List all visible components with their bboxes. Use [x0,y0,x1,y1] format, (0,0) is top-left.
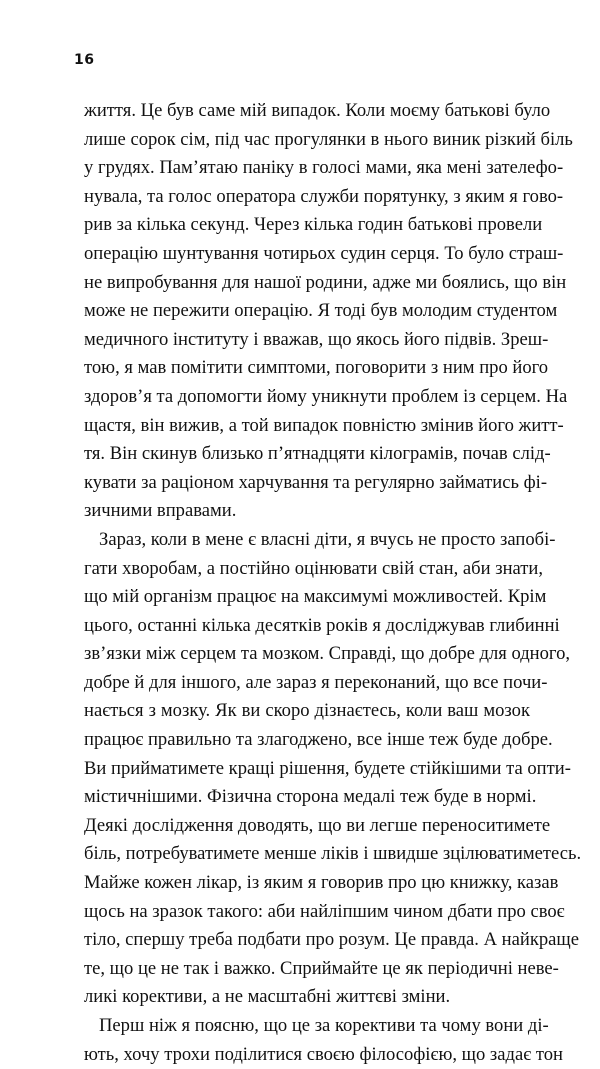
text-line: ликі корективи, а не масштабні життєві зміни. [84,986,451,1008]
text-line: щось на зразок такого: аби найліпшим чином дбати про своє [84,900,565,922]
text-line: може не пережити операцію. Я тоді був молодим студентом [84,300,558,322]
text-line: щастя, він вижив, а той випадок повністю змінив його житт- [84,414,564,436]
text-line: нувала, та голос оператора служби порятунку, з яким я гово- [84,185,564,207]
text-line: тою, я мав помітити симптоми, поговорити з ним про його [84,357,549,379]
text-line: ють, хочу трохи поділитися своєю філософією, що задає тон [84,1043,563,1065]
text-line: що мій організм працює на максимумі можливостей. Крім [84,586,547,608]
text-line: Перш ніж я поясню, що це за корективи та чому вони ді- [99,1015,549,1036]
text-line: не випробування для нашої родини, адже ми боялись, що він [84,271,567,293]
paragraph [84,97,573,526]
page-number: 16 [74,52,95,68]
text-line: у грудях. Пам’ятаю паніку в голосі мами, яка мені зателефо- [84,157,564,179]
text-line: Деякі дослідження доводять, що ви легше переноситимете [84,814,551,836]
text-line: зичними вправами. [84,500,237,522]
text-line: операцію шунтування чотирьох судин серця. То було страш- [84,242,564,264]
text-line: Ви прийматимете кращі рішення, будете стійкішими та опти- [84,757,571,779]
book-text [84,97,582,1069]
text-line: здоров’я та допомогти йому уникнути проблем із серцем. На [84,385,568,407]
text-line: тя. Він скинув близько п’ятнадцяти кілограмів, почав слід- [84,443,551,465]
text-line: Майже кожен лікар, із яким я говорив про цю книжку, казав [84,872,559,894]
text-line: містичнішими. Фізична сторона медалі теж буде в нормі. [84,786,537,808]
paragraph [84,526,582,1012]
text-line: рив за кілька секунд. Через кілька годин батькові провели [84,214,543,236]
paragraph [84,1012,563,1069]
text-line: те, що це не так і важко. Сприймайте це як періодичні неве- [84,957,559,979]
text-line: кувати за раціоном харчування та регулярно займатись фі- [84,471,548,493]
text-line: цього, останні кілька десятків років я досліджував глибинні [84,614,560,636]
text-line: добре й для іншого, але зараз я переконаний, що все почи- [84,671,548,693]
text-line: біль, потребуватимете менше ліків і швидше зцілюватиметесь. [84,843,582,865]
text-line: життя. Це був саме мій випадок. Коли моєму батькові було [84,100,551,121]
text-line: Зараз, коли в мене є власні діти, я вчусь не просто запобі- [99,528,556,550]
text-line: нається з мозку. Як ви скоро дізнаєтесь, коли ваш мозок [84,700,530,722]
text-line: медичного інституту і вважав, що якось його підвів. Зреш- [84,328,549,350]
text-line: зв’язки між серцем та мозком. Справді, що добре для одного, [84,643,571,665]
text-line: працює правильно та злагоджено, все інше теж буде добре. [84,729,553,751]
text-line: гати хворобам, а постійно оцінювати свій стан, аби знати, [84,557,544,579]
text-line: тіло, спершу треба подбати про розум. Це правда. А найкраще [84,929,579,951]
text-line: лише сорок сім, під час прогулянки в нього виник різкий біль [84,128,573,150]
